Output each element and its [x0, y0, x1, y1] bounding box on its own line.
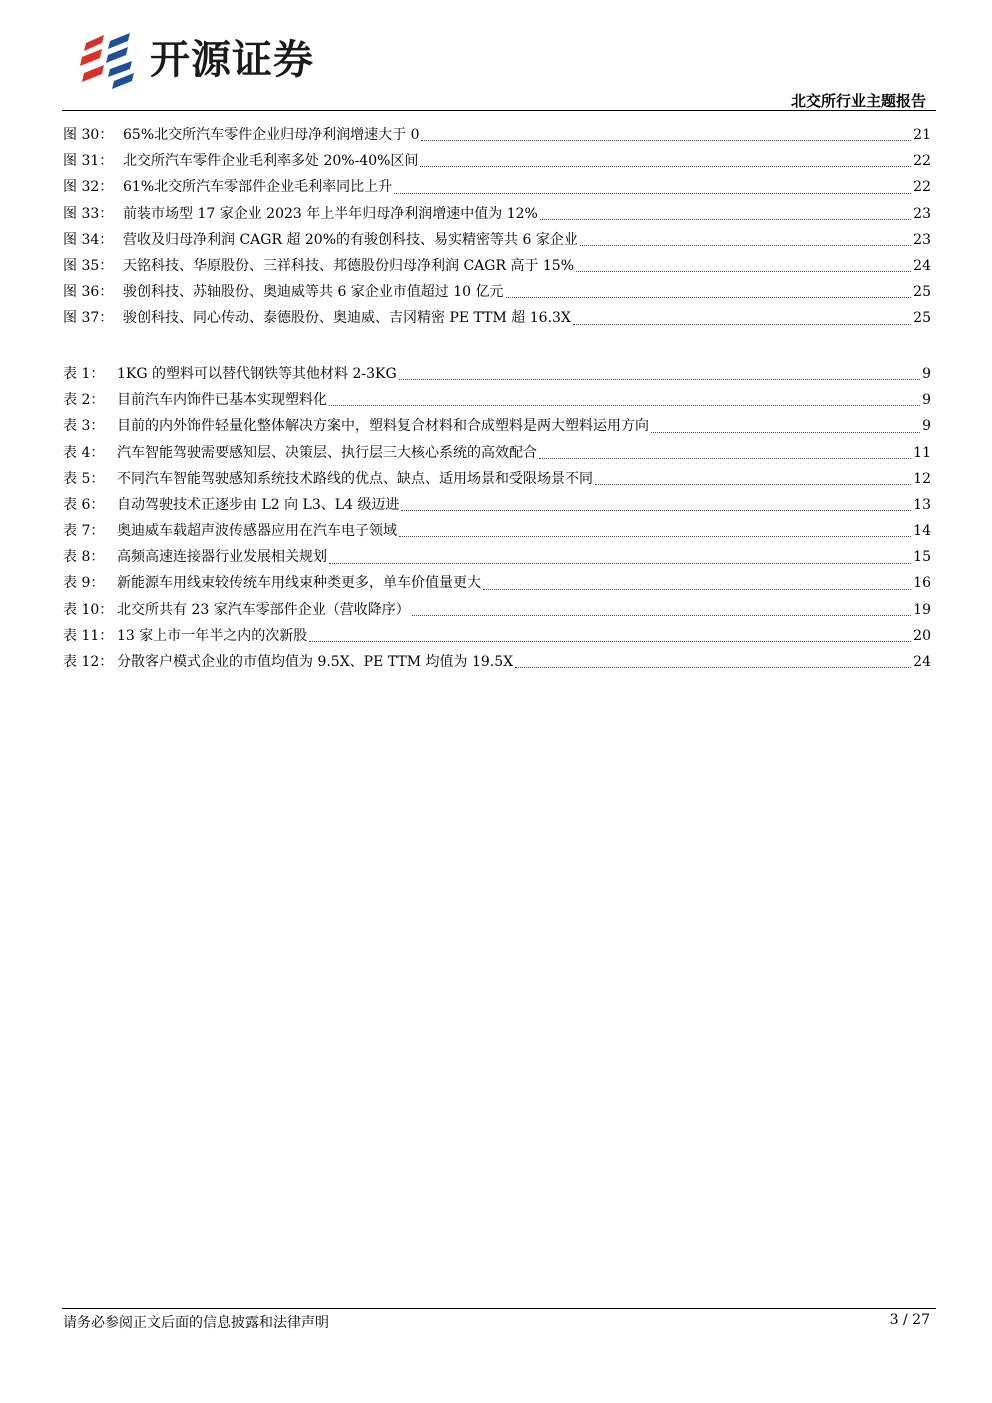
dot-leader [580, 244, 911, 246]
kaiyuan-logo-icon [80, 31, 142, 89]
entry-title: 骏创科技、同心传动、泰德股份、奥迪威、吉冈精密 PE TTM 超 16.3X [123, 310, 571, 327]
toc-entry[interactable] [63, 571, 931, 597]
dot-leader [595, 483, 911, 485]
entry-page: 20 [913, 627, 931, 644]
dot-leader [329, 562, 911, 564]
toc-entry[interactable] [63, 148, 931, 174]
toc-entry[interactable] [63, 466, 931, 492]
entry-page: 24 [913, 654, 931, 671]
report-type-label: 北交所行业主题报告 [790, 92, 926, 110]
header-divider [62, 110, 936, 111]
company-logo [80, 30, 314, 90]
entry-page: 19 [913, 601, 931, 618]
dot-leader [401, 509, 911, 511]
entry-title: 目前的内外饰件轻量化整体解决方案中，塑料复合材料和合成塑料是两大塑料运用方向 [117, 418, 649, 435]
table-list [63, 361, 931, 675]
footer-divider [62, 1308, 936, 1309]
entry-page: 24 [913, 257, 931, 274]
entry-title: 61%北交所汽车零部件企业毛利率同比上升 [123, 179, 393, 196]
dot-leader [540, 218, 911, 220]
entry-title: 65%北交所汽车零件企业归母净利润增速大于 0 [123, 126, 420, 143]
toc-entry[interactable] [63, 387, 931, 413]
entry-number: 表 6： [63, 496, 105, 513]
dot-leader [651, 431, 920, 433]
dot-leader [421, 139, 911, 141]
entry-number: 表 11： [63, 627, 114, 644]
toc-entry[interactable] [63, 361, 931, 387]
dot-leader [576, 270, 911, 272]
dot-leader [539, 457, 911, 459]
toc-entry[interactable] [63, 174, 931, 200]
dot-leader [515, 666, 911, 668]
entry-number: 图 33： [63, 205, 114, 222]
toc-entry[interactable] [63, 623, 931, 649]
entry-number: 图 30： [63, 126, 114, 143]
entry-title: 分散客户模式企业的市值均值为 9.5X、PE TTM 均值为 19.5X [117, 654, 514, 671]
dot-leader [412, 614, 911, 616]
page-number: 3 / 27 [889, 1312, 930, 1328]
dot-leader [483, 588, 911, 590]
entry-title: 新能源车用线束较传统车用线束种类更多，单车价值量更大 [117, 575, 481, 592]
entry-title: 骏创科技、苏轴股份、奥迪威等共 6 家企业市值超过 10 亿元 [123, 284, 504, 301]
entry-title: 自动驾驶技术正逐步由 L2 向 L3、L4 级迈进 [117, 496, 400, 513]
toc-entry[interactable] [63, 227, 931, 253]
dot-leader [506, 296, 912, 298]
dot-leader [399, 378, 920, 380]
entry-title: 汽车智能驾驶需要感知层、决策层、执行层三大核心系统的高效配合 [117, 444, 537, 461]
entry-page: 13 [913, 496, 931, 513]
logo-text: 开源证券 [150, 37, 314, 83]
dot-leader [309, 640, 911, 642]
entry-page: 16 [913, 575, 931, 592]
entry-title: 不同汽车智能驾驶感知系统技术路线的优点、缺点、适用场景和受限场景不同 [117, 470, 593, 487]
entry-number: 表 1： [63, 365, 105, 382]
entry-page: 21 [913, 126, 931, 143]
entry-title: 北交所汽车零件企业毛利率多处 20%-40%区间 [123, 153, 419, 170]
entry-number: 表 10： [63, 601, 114, 618]
disclaimer-text: 请务必参阅正文后面的信息披露和法律声明 [63, 1315, 329, 1331]
dot-leader [399, 535, 911, 537]
toc-entry[interactable] [63, 649, 931, 675]
toc-entry[interactable] [63, 492, 931, 518]
entry-title: 北交所共有 23 家汽车零部件企业（营收降序） [117, 601, 410, 618]
entry-number: 表 2： [63, 392, 105, 409]
entry-title: 奥迪威车载超声波传感器应用在汽车电子领域 [117, 523, 397, 540]
entry-number: 图 31： [63, 153, 114, 170]
toc-entry[interactable] [63, 201, 931, 227]
entry-title: 1KG 的塑料可以替代钢铁等其他材料 2-3KG [117, 365, 397, 382]
entry-title: 营收及归母净利润 CAGR 超 20%的有骏创科技、易实精密等共 6 家企业 [123, 231, 578, 248]
toc-entry[interactable] [63, 253, 931, 279]
entry-page: 22 [913, 179, 931, 196]
entry-page: 12 [913, 470, 931, 487]
entry-title: 天铭科技、华原股份、三祥科技、邦德股份归母净利润 CAGR 高于 15% [123, 257, 575, 274]
dot-leader [394, 192, 911, 194]
entry-page: 22 [913, 153, 931, 170]
toc-entry[interactable] [63, 413, 931, 439]
entry-page: 23 [913, 231, 931, 248]
entry-page: 9 [922, 392, 931, 409]
toc-entry[interactable] [63, 305, 931, 331]
entry-number: 图 37： [63, 310, 114, 327]
entry-number: 表 5： [63, 470, 105, 487]
dot-leader [329, 404, 920, 406]
entry-title: 目前汽车内饰件已基本实现塑料化 [117, 392, 327, 409]
figure-list [63, 122, 931, 332]
entry-number: 表 12： [63, 654, 114, 671]
entry-number: 图 36： [63, 284, 114, 301]
entry-number: 表 8： [63, 549, 105, 566]
toc-entry[interactable] [63, 544, 931, 570]
entry-title: 高频高速连接器行业发展相关规划 [117, 549, 327, 566]
toc-entry[interactable] [63, 518, 931, 544]
entry-number: 表 9： [63, 575, 105, 592]
dot-leader [573, 323, 911, 325]
entry-number: 图 32： [63, 179, 114, 196]
entry-number: 图 34： [63, 231, 114, 248]
entry-page: 25 [913, 284, 931, 301]
entry-page: 9 [922, 418, 931, 435]
entry-number: 表 4： [63, 444, 105, 461]
toc-entry[interactable] [63, 440, 931, 466]
entry-title: 前装市场型 17 家企业 2023 年上半年归母净利润增速中值为 12% [123, 205, 538, 222]
dot-leader [420, 165, 911, 167]
entry-number: 图 35： [63, 257, 114, 274]
entry-number: 表 7： [63, 523, 105, 540]
entry-page: 14 [913, 523, 931, 540]
entry-title: 13 家上市一年半之内的次新股 [117, 627, 308, 644]
toc-entry[interactable] [63, 279, 931, 305]
toc-entry[interactable] [63, 597, 931, 623]
toc-entry[interactable] [63, 122, 931, 148]
entry-number: 表 3： [63, 418, 105, 435]
entry-page: 9 [922, 365, 931, 382]
entry-page: 23 [913, 205, 931, 222]
entry-page: 11 [913, 444, 931, 461]
entry-page: 25 [913, 310, 931, 327]
entry-page: 15 [913, 549, 931, 566]
